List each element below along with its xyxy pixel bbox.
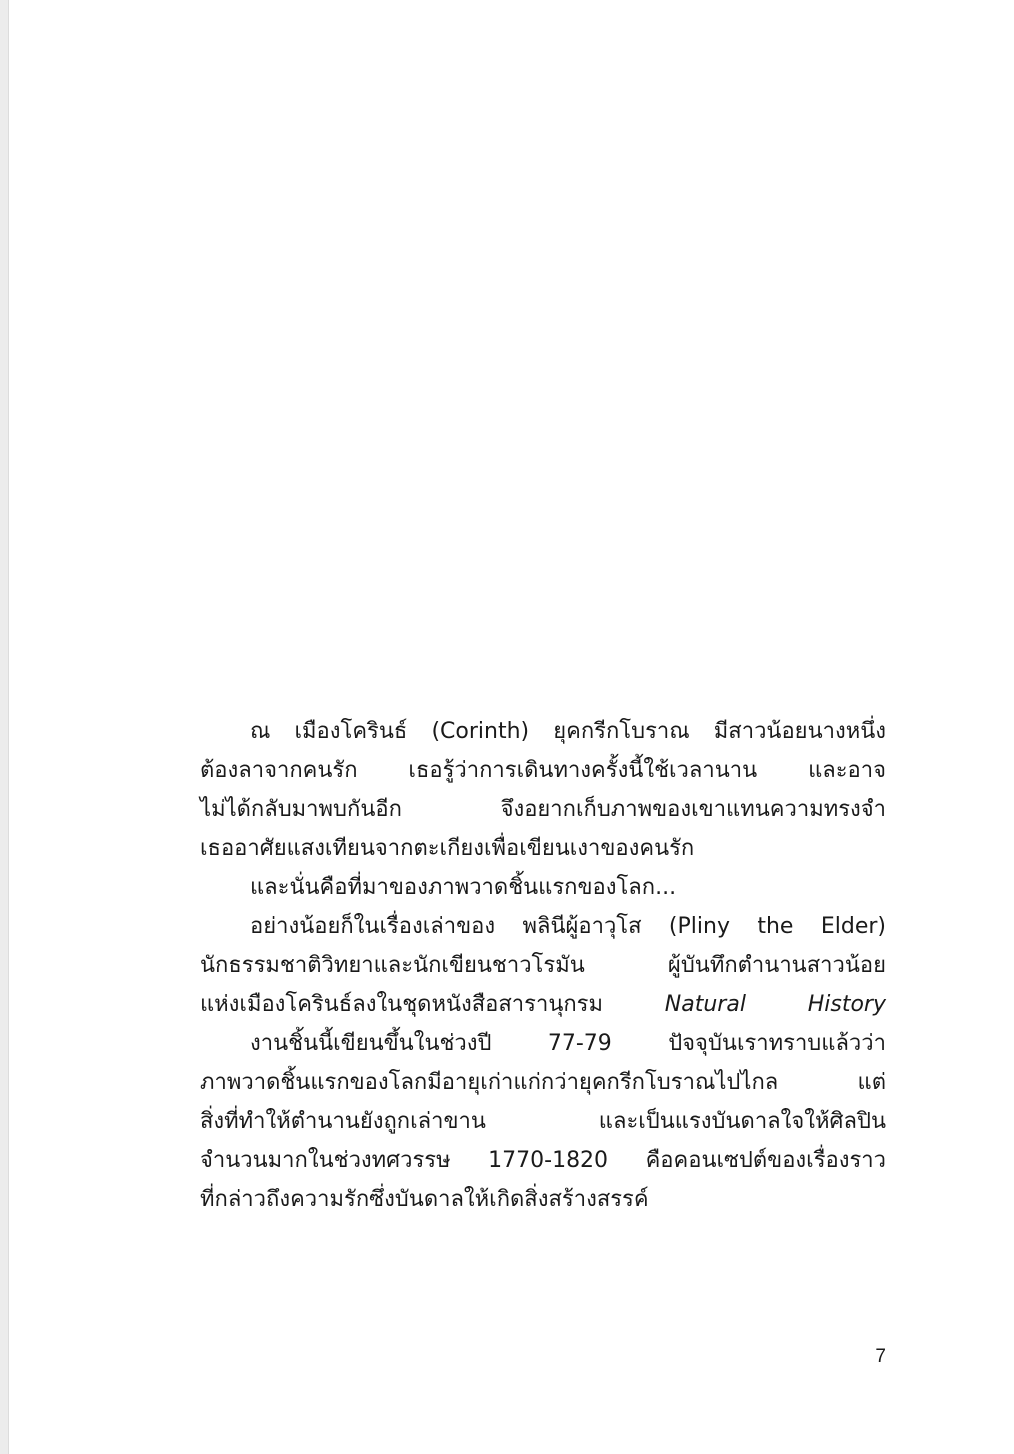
text-line: ภาพวาดชิ้นแรกของโลกมีอายุเก่าแก่กว่ายุคกรีกโบราณไปไกล แต่ xyxy=(200,1070,886,1095)
text-line xyxy=(200,985,886,1024)
text-line: ไม่ได้กลับมาพบกันอีก จึงอยากเก็บภาพของเขาแทนความทรงจำ xyxy=(200,797,886,822)
text-line: ต้องลาจากคนรัก เธอรู้ว่าการเดินทางครั้งนี้ใช้เวลานาน และอาจ xyxy=(200,758,886,783)
text-line: เธออาศัยแสงเทียนจากตะเกียงเพื่อเขียนเงาของคนรัก xyxy=(200,836,695,861)
text-line: และนั่นคือที่มาของภาพวาดชิ้นแรกของโลก... xyxy=(250,875,677,900)
page-number: 7 xyxy=(875,1346,886,1367)
text-line: ณ เมืองโครินธ์ (Corinth) ยุคกรีกโบราณ มีสาวน้อยนางหนึ่ง xyxy=(250,719,886,744)
book-title: Natural History xyxy=(664,992,886,1017)
text-line: สิ่งที่ทำให้ตำนานยังถูกเล่าขาน และเป็นแรงบันดาลใจให้ศิลปิน xyxy=(200,1109,886,1134)
page-left-edge xyxy=(0,0,9,1454)
body-text xyxy=(200,712,886,1219)
text-line: นักธรรมชาติวิทยาและนักเขียนชาวโรมัน ผู้บันทึกตำนานสาวน้อย xyxy=(200,953,886,978)
text-line: ที่กล่าวถึงความรักซึ่งบันดาลให้เกิดสิ่งสร้างสรรค์ xyxy=(200,1187,649,1212)
text-line: จำนวนมากในช่วงทศวรรษ 1770-1820 คือคอนเซปต์ของเรื่องราว xyxy=(200,1148,886,1173)
text-line: งานชิ้นนี้เขียนขึ้นในช่วงปี 77-79 ปัจจุบันเราทราบแล้วว่า xyxy=(250,1031,886,1056)
text-line-prefix: แห่งเมืองโครินธ์ลงในชุดหนังสือสารานุกรม xyxy=(200,992,603,1017)
text-line: อย่างน้อยก็ในเรื่องเล่าของ พลินีผู้อาวุโส (Pliny the Elder) xyxy=(250,914,886,939)
